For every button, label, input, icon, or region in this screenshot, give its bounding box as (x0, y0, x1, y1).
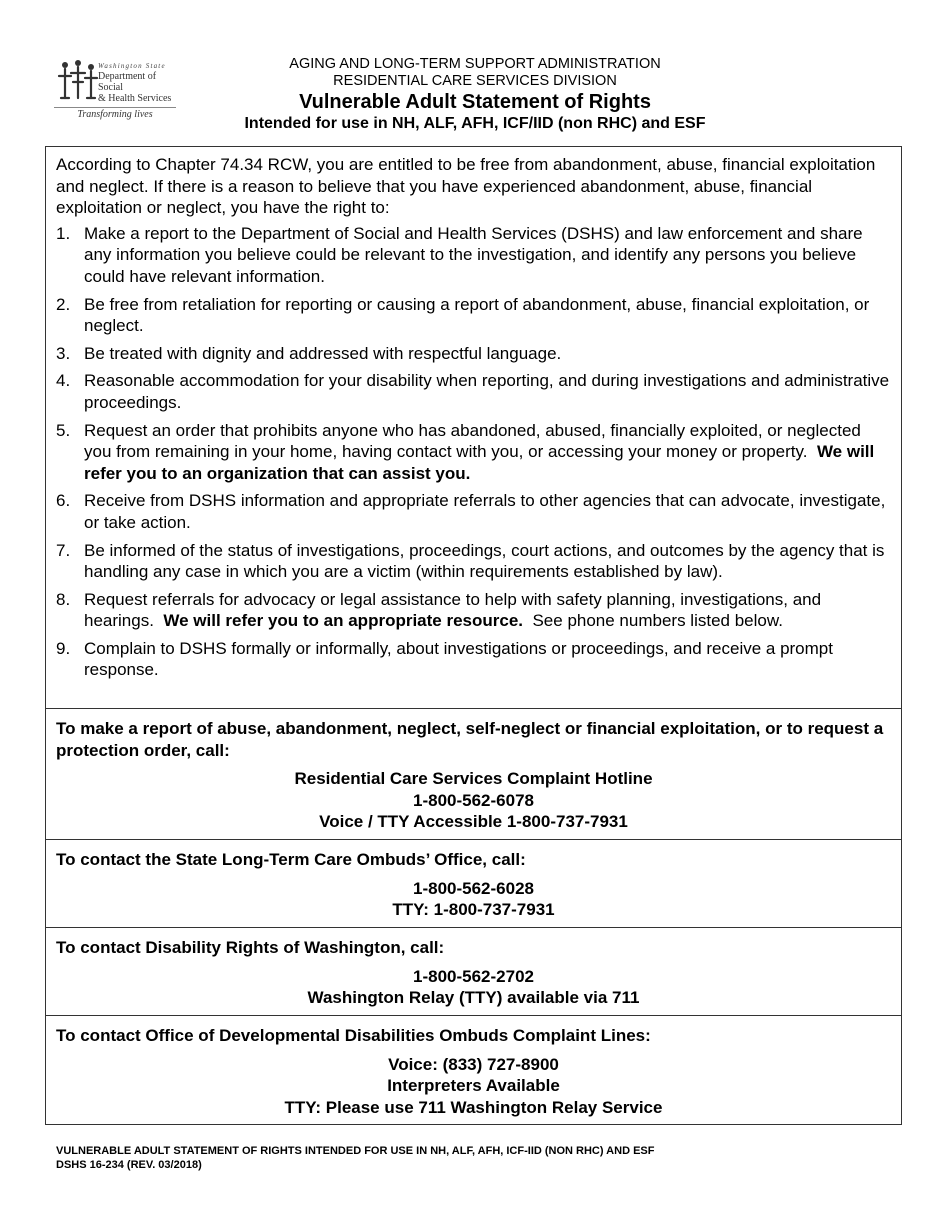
rights-box (45, 146, 902, 1125)
right-number: 3. (56, 343, 71, 363)
footer-title: VULNERABLE ADULT STATEMENT OF RIGHTS INTENDED FOR USE IN NH, ALF, AFH, ICF-IID (NON RHC) AND ESF (56, 1145, 655, 1157)
logo-dept-line2: & Health Services (98, 93, 172, 104)
right-text: Be informed of the status of investigations, proceedings, court actions, and outcomes by the agency that is handling any case in which you are a victim (within requirements established by law). (84, 540, 885, 582)
rights-section (46, 147, 901, 709)
contact-dd-ombuds (46, 1016, 901, 1124)
rights-intro: According to Chapter 74.34 RCW, you are entitled to be free from abandonment, abuse, financial exploitation and neglect. If there is a reason to believe that you have experienced abandonment, abuse, financial exploitation or neglect, you have the right to: (56, 155, 876, 218)
contact-report-abuse (46, 709, 901, 840)
right-text: Complain to DSHS formally or informally, about investigations or proceedings, and receive a prompt response. (84, 638, 833, 680)
contact-ombuds-office (46, 840, 901, 928)
right-text-container (84, 420, 891, 485)
logo-tagline: Transforming lives (77, 109, 153, 120)
contact-line: TTY: Please use 711 Washington Relay Service (284, 1097, 663, 1117)
right-number: 7. (56, 540, 71, 560)
contact-phone: Voice / TTY Accessible 1-800-737-7931 (319, 812, 628, 832)
logo-dept-line1: Department of Social (98, 71, 157, 93)
right-item (56, 294, 891, 337)
contact-phone: 1-800-562-2702 (413, 966, 534, 986)
right-bold-note: We will refer you to an appropriate resource. (163, 611, 524, 631)
contact-phone: 1-800-562-6078 (413, 790, 534, 810)
right-item (56, 420, 891, 485)
administration-name: AGING AND LONG-TERM SUPPORT ADMINISTRATION (289, 56, 661, 72)
logo-divider (54, 107, 176, 108)
right-item (56, 540, 891, 583)
right-number: 1. (56, 223, 71, 243)
right-number: 4. (56, 371, 71, 391)
contact-phone: 1-800-562-6028 (413, 878, 534, 898)
right-item (56, 589, 891, 632)
page-title: Vulnerable Adult Statement of Rights (299, 91, 651, 113)
form-footer (56, 1144, 654, 1172)
right-item (56, 343, 891, 365)
contact-disability-rights (46, 928, 901, 1016)
right-item (56, 490, 891, 533)
right-number: 6. (56, 491, 71, 511)
right-after-note: See phone numbers listed below. (532, 611, 783, 631)
right-text: Be treated with dignity and addressed with respectful language. (84, 343, 562, 363)
contact-line: Interpreters Available (387, 1076, 560, 1096)
logo-state: Washington State (98, 62, 166, 70)
right-item (56, 370, 891, 413)
contact-heading: To contact Office of Developmental Disabilities Ombuds Complaint Lines: (56, 1026, 651, 1045)
contact-phone: TTY: 1-800-737-7931 (392, 900, 555, 920)
dshs-logo (52, 56, 178, 124)
contact-heading: To contact the State Long-Term Care Ombuds’ Office, call: (56, 850, 526, 869)
contact-line: Residential Care Services Complaint Hotline (294, 769, 653, 789)
right-item (56, 638, 891, 681)
right-item (56, 223, 891, 288)
form-number: DSHS 16-234 (REV. 03/2018) (56, 1159, 202, 1171)
contact-heading: To make a report of abuse, abandonment, neglect, self-neglect or financial exploitation, or to request a protection order, call: (56, 719, 884, 760)
right-number: 9. (56, 638, 71, 658)
contact-phone: Voice: (833) 727-8900 (388, 1054, 559, 1074)
right-text: Make a report to the Department of Social and Health Services (DSHS) and law enforcement and share any information you believe could be relevant to the investigation, and identify any persons you believe could have relevant information. (84, 223, 863, 286)
right-text: Be free from retaliation for reporting or causing a report of abandonment, abuse, financial exploitation, or neglect. (84, 294, 870, 336)
contact-line: Washington Relay (TTY) available via 711 (307, 988, 640, 1008)
right-text: Receive from DSHS information and appropriate referrals to other agencies that can advocate, investigate, or take action. (84, 491, 886, 532)
right-bold-note: We will refer you to an organization that can assist you. (84, 442, 875, 483)
right-text: Reasonable accommodation for your disability when reporting, and during investigations and administrative proceedings. (84, 371, 890, 412)
right-text: Request an order that prohibits anyone who has abandoned, abused, financially exploited, or neglected you from remaining in your home, having contact with you, or accessing your money or property. (84, 420, 861, 462)
division-name: RESIDENTIAL CARE SERVICES DIVISION (333, 73, 617, 89)
right-number: 5. (56, 420, 71, 440)
right-number: 2. (56, 294, 71, 314)
right-number: 8. (56, 589, 71, 609)
rights-list (56, 223, 891, 681)
page-subtitle: Intended for use in NH, ALF, AFH, ICF/IID (non RHC) and ESF (244, 115, 706, 132)
dshs-figures-icon (56, 58, 100, 102)
document-header (190, 56, 760, 133)
right-text-container (84, 589, 891, 632)
contact-heading: To contact Disability Rights of Washington, call: (56, 938, 445, 957)
right-text: Request referrals for advocacy or legal assistance to help with safety planning, investigations, and hearings. (84, 589, 822, 631)
